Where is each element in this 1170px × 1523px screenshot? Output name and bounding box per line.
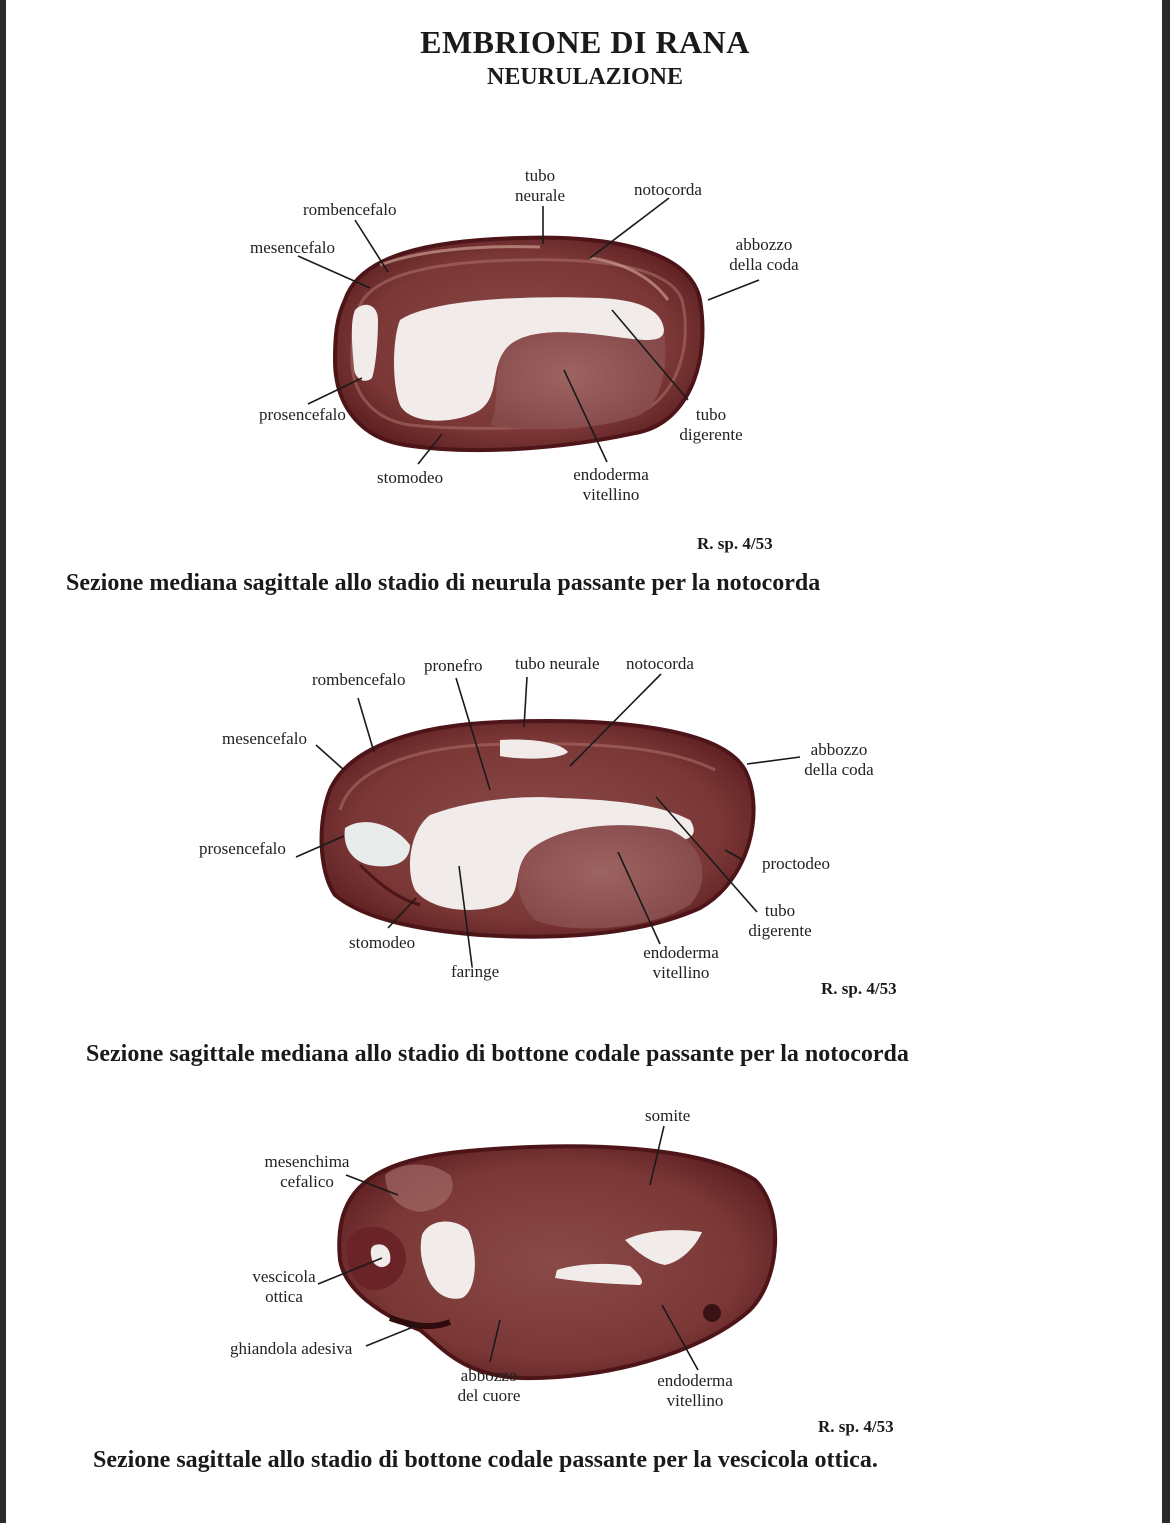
caption-3: Sezione sagittale allo stadio di bottone codale passante per la vescicola ottica. [93,1447,878,1473]
label-faringe: faringe [451,962,500,981]
label-tubo-neurale: tubo neurale [515,654,600,673]
label-tubo-neurale: tubo neurale [514,166,566,205]
label-somite: somite [645,1106,691,1125]
specimen-ref-1: R. sp. 4/53 [697,534,773,553]
label-endoderma-vitellino: endoderma vitellino [573,465,649,504]
label-rombencefalo: rombencefalo [303,200,397,219]
label-abbozzo-cuore: abbozzo del cuore [457,1366,521,1405]
label-tubo-digerente: tubo digerente [748,901,812,940]
specimen-ref-2: R. sp. 4/53 [821,979,897,998]
label-stomodeo: stomodeo [377,468,444,487]
label-mesencefalo: mesencefalo [250,238,335,257]
caption-2: Sezione sagittale mediana allo stadio di bottone codale passante per la notocorda [86,1041,909,1067]
label-pronefro: pronefro [424,656,483,675]
label-endoderma-vitellino: endoderma vitellino [657,1371,733,1410]
label-rombencefalo: rombencefalo [312,670,406,689]
label-abbozzo-coda: abbozzo della coda [729,235,799,274]
page-title: EMBRIONE DI RANA [420,24,750,60]
label-stomodeo: stomodeo [349,933,416,952]
label-mesenchima-cefalico: mesenchima cefalico [264,1152,350,1191]
label-proctodeo: proctodeo [762,854,830,873]
label-abbozzo-coda: abbozzo della coda [804,740,874,779]
label-mesencefalo: mesencefalo [222,729,307,748]
label-tubo-digerente: tubo digerente [679,405,743,444]
label-endoderma-vitellino: endoderma vitellino [643,943,719,982]
label-notocorda: notocorda [634,180,702,199]
label-prosencefalo: prosencefalo [199,839,286,858]
label-prosencefalo: prosencefalo [259,405,346,424]
label-notocorda: notocorda [626,654,694,673]
label-ghiandola-adesiva: ghiandola adesiva [230,1339,353,1358]
embryo-section-3 [318,1126,775,1378]
page-subtitle: NEURULAZIONE [486,64,684,90]
embryo-section-2 [296,674,800,966]
label-vescicola-ottica: vescicola ottica [252,1267,316,1306]
caption-1: Sezione mediana sagittale allo stadio di neurula passante per la notocorda [66,570,821,596]
specimen-ref-3: R. sp. 4/53 [818,1417,894,1436]
